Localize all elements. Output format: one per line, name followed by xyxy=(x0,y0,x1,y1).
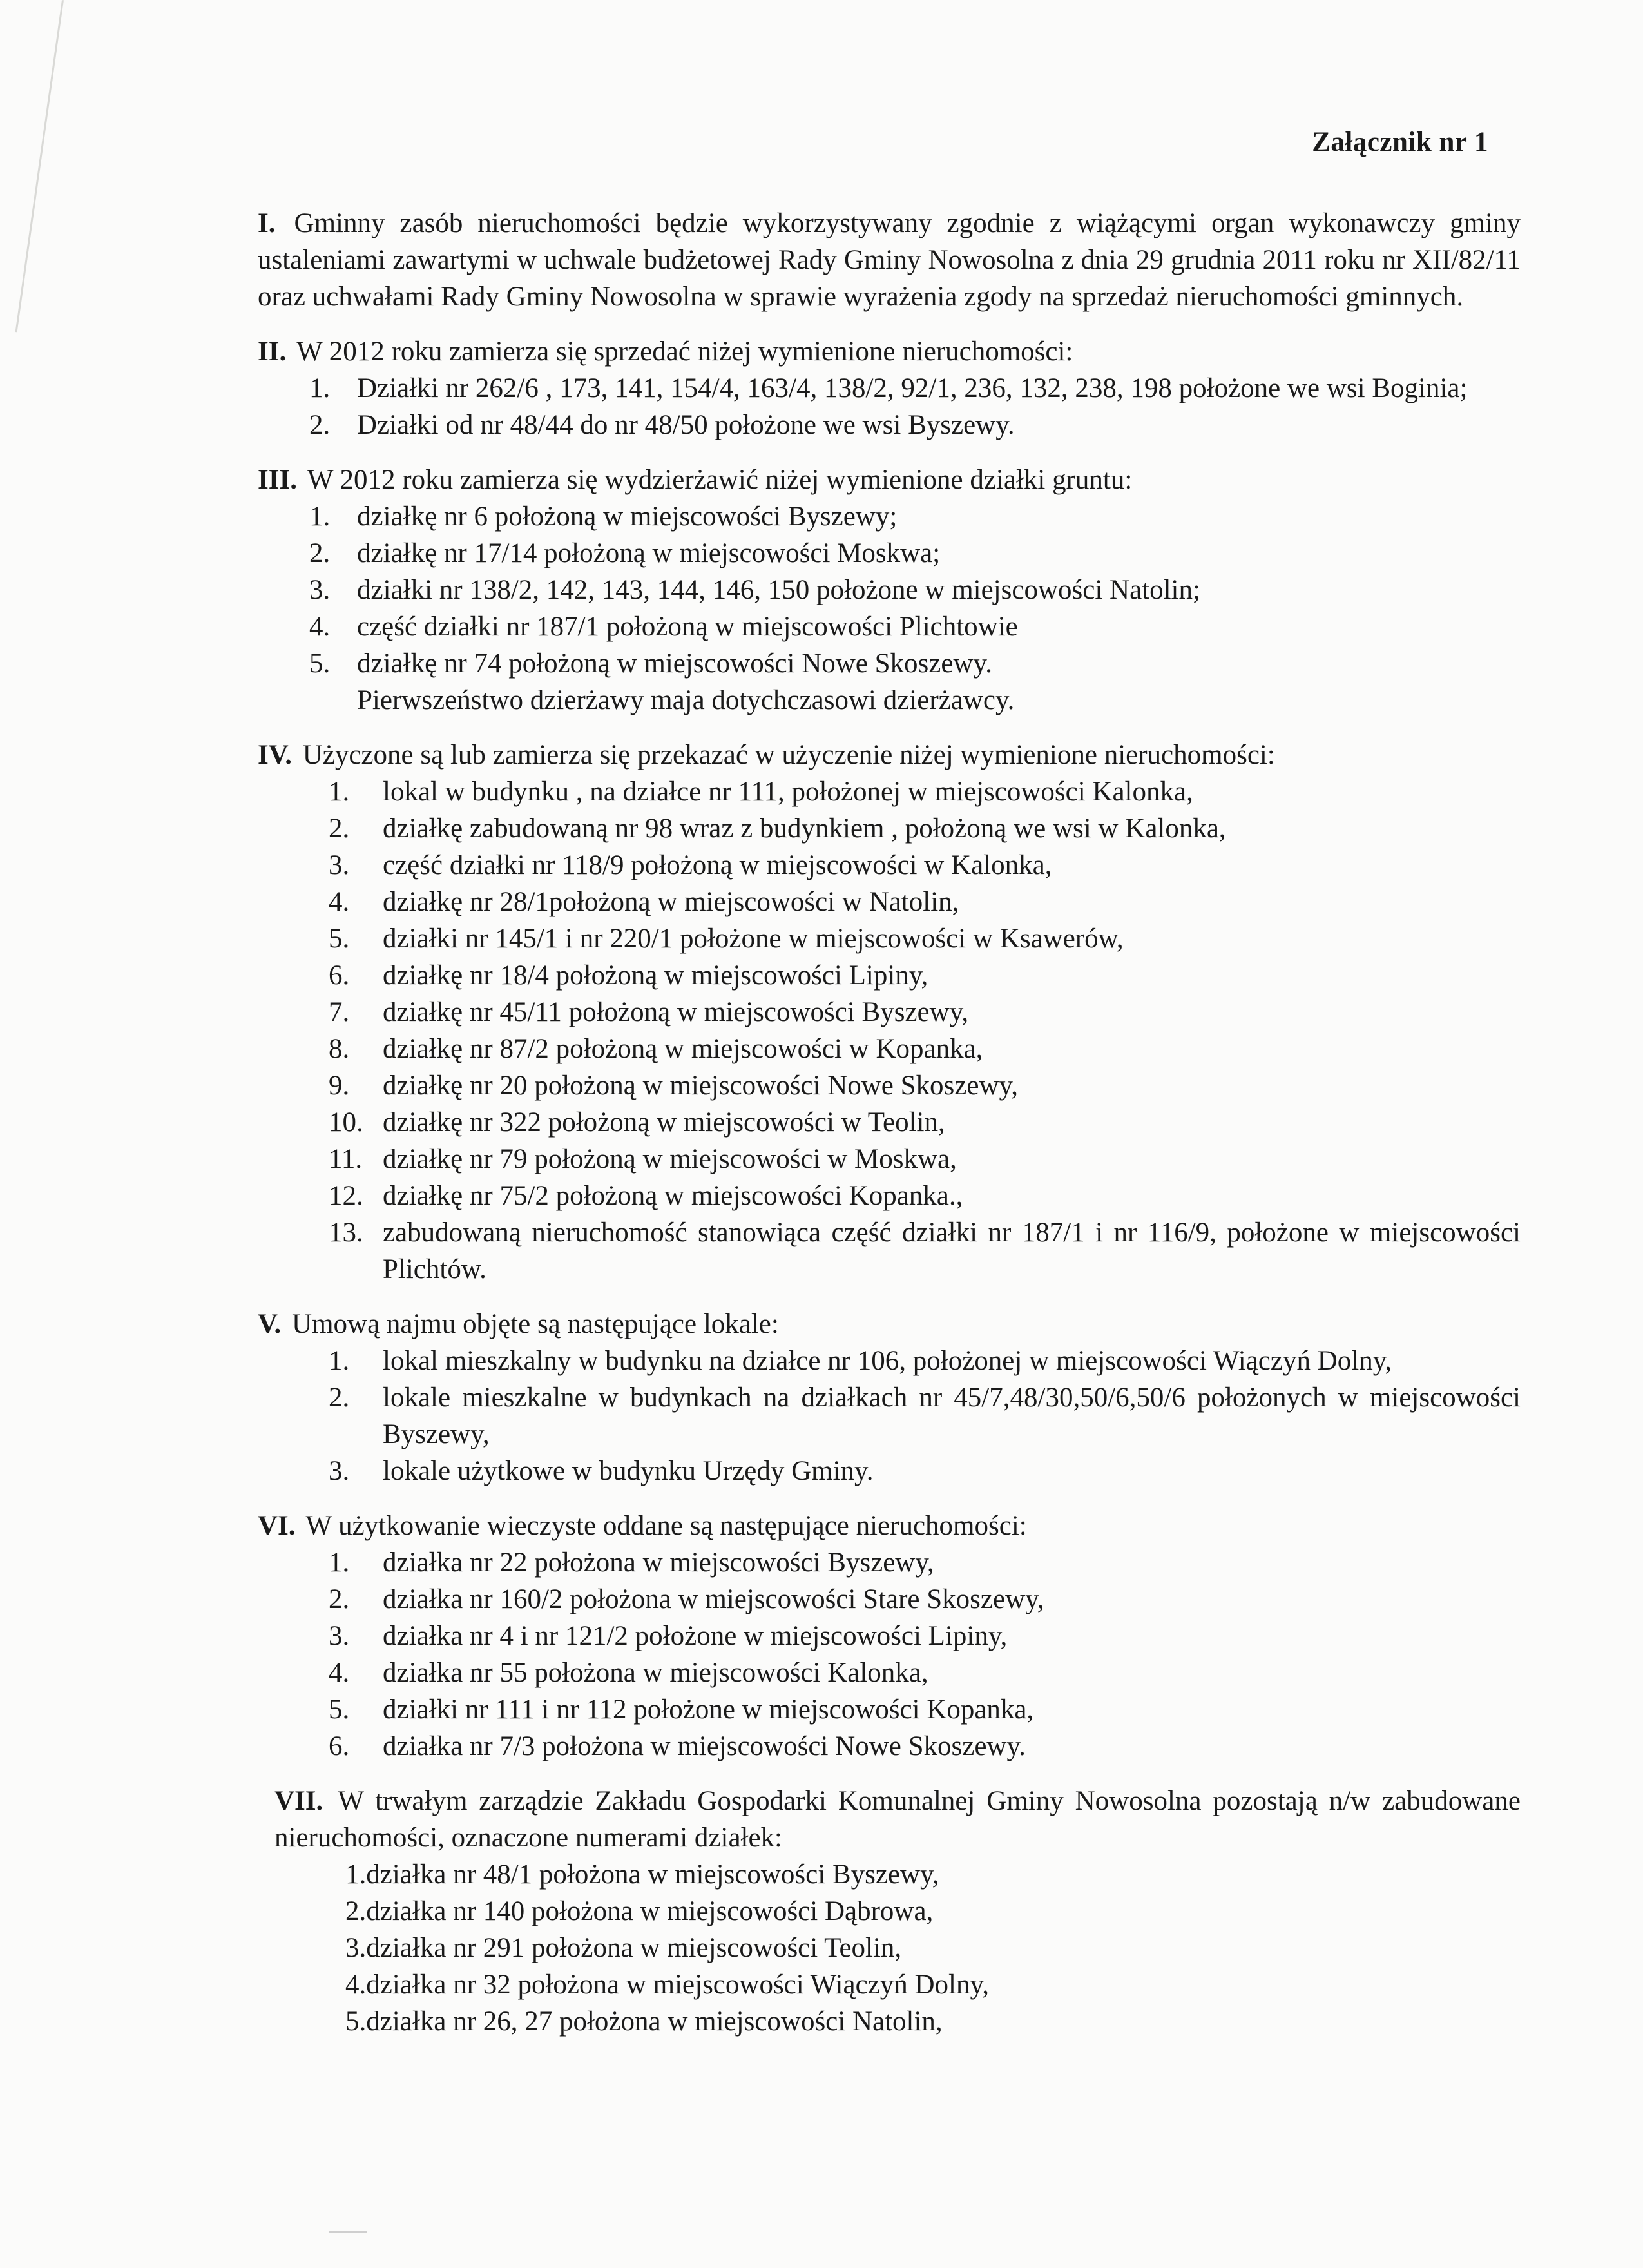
item-text: działka nr 32 położona w miejscowości Wiączyń Dolny, xyxy=(366,1970,989,2000)
list-item xyxy=(329,884,1521,920)
list-item xyxy=(329,810,1521,847)
item-number: 2. xyxy=(329,1584,350,1614)
list-item xyxy=(329,1342,1521,1379)
item-number: 9. xyxy=(329,1071,350,1101)
item-text: działkę nr 79 położoną w miejscowości w Moskwa, xyxy=(383,1144,957,1174)
section-text: W trwałym zarządzie Zakładu Gospodarki Komunalnej Gminy Nowosolna pozostają n/w zabudowane nieruchomości, oznaczone numerami działek: xyxy=(274,1786,1521,1853)
section-heading xyxy=(258,1507,1521,1544)
section-heading xyxy=(258,461,1521,498)
list-item xyxy=(309,407,1521,443)
document-body xyxy=(258,205,1521,2058)
list-item xyxy=(329,1544,1521,1581)
section-text: Umową najmu objęte są następujące lokale: xyxy=(292,1309,779,1339)
item-number: 4. xyxy=(309,612,331,642)
item-text: działki nr 138/2, 142, 143, 144, 146, 150 położone w miejscowości Natolin; xyxy=(357,575,1200,605)
list-item xyxy=(345,1930,1521,1966)
item-number: 7. xyxy=(329,997,350,1027)
item-text: działka nr 7/3 położona w miejscowości Nowe Skoszewy. xyxy=(383,1731,1026,1761)
item-number: 3. xyxy=(329,850,350,880)
item-number: 4. xyxy=(329,1658,350,1688)
list-item xyxy=(329,1379,1521,1453)
item-text: działkę nr 6 położoną w miejscowości Byszewy; xyxy=(357,501,898,532)
item-number: 2. xyxy=(309,538,331,568)
section-vi xyxy=(258,1507,1521,1765)
item-number: 5. xyxy=(329,1694,350,1725)
item-number: 2. xyxy=(309,410,331,440)
item-text: Działki od nr 48/44 do nr 48/50 położone we wsi Byszewy. xyxy=(357,410,1015,440)
item-text: działka nr 55 położona w miejscowości Kalonka, xyxy=(383,1658,928,1688)
section-v xyxy=(258,1306,1521,1489)
item-number: 3. xyxy=(329,1621,350,1651)
section-number: VII. xyxy=(274,1786,323,1816)
item-number: 1. xyxy=(309,501,331,532)
item-text: zabudowaną nieruchomość stanowiąca część działki nr 187/1 i nr 116/9, położone w miejscowości Plichtów. xyxy=(383,1217,1521,1284)
list-item xyxy=(345,1966,1521,2003)
item-text: działkę nr 322 położoną w miejscowości w Teolin, xyxy=(383,1107,945,1138)
list-item xyxy=(309,608,1521,645)
item-text: działkę nr 74 położoną w miejscowości Nowe Skoszewy. xyxy=(357,648,992,679)
item-number: 4. xyxy=(329,887,350,917)
item-number: 8. xyxy=(329,1034,350,1064)
list-item xyxy=(329,773,1521,810)
list-item xyxy=(329,1141,1521,1178)
list-item xyxy=(309,370,1521,407)
item-number: 13. xyxy=(329,1217,363,1248)
list-item xyxy=(329,1654,1521,1691)
item-number: 11. xyxy=(329,1144,363,1174)
item-text: działkę nr 28/1położoną w miejscowości w Natolin, xyxy=(383,887,959,917)
list-item xyxy=(345,1856,1521,1893)
list-item xyxy=(309,645,1521,682)
list-item xyxy=(309,498,1521,535)
item-number: 2. xyxy=(329,813,350,844)
item-number: 5. xyxy=(345,2006,367,2037)
section-text: W 2012 roku zamierza się wydzierżawić niżej wymienione działki gruntu: xyxy=(307,465,1133,495)
item-number: 1. xyxy=(345,1859,367,1890)
item-number: 3. xyxy=(345,1933,367,1963)
item-text: działkę nr 87/2 położoną w miejscowości w Kopanka, xyxy=(383,1034,983,1064)
list-item xyxy=(329,1031,1521,1067)
section-i xyxy=(258,205,1521,315)
section-number: III. xyxy=(258,465,297,495)
section-heading xyxy=(274,1783,1521,1856)
list-item xyxy=(345,2003,1521,2040)
item-text: lokale mieszkalne w budynkach na działkach nr 45/7,48/30,50/6,50/6 położonych w miejscowości Byszewy, xyxy=(383,1382,1521,1449)
management-list xyxy=(345,1856,1521,2040)
section-number: VI. xyxy=(258,1511,296,1541)
item-text: działka nr 26, 27 położona w miejscowości Natolin, xyxy=(366,2006,943,2037)
item-number: 6. xyxy=(329,960,350,991)
sale-list xyxy=(309,370,1521,443)
item-number: 4. xyxy=(345,1970,367,2000)
item-text: działka nr 291 położona w miejscowości Teolin, xyxy=(366,1933,902,1963)
item-text: lokal mieszkalny w budynku na działce nr 106, położonej w miejscowości Wiączyń Dolny, xyxy=(383,1346,1392,1376)
list-item xyxy=(329,1104,1521,1141)
item-text: część działki nr 118/9 położoną w miejscowości w Kalonka, xyxy=(383,850,1052,880)
item-number: 6. xyxy=(329,1731,350,1761)
item-text: działka nr 48/1 położona w miejscowości Byszewy, xyxy=(366,1859,939,1890)
attachment-title: Załącznik nr 1 xyxy=(1312,127,1488,157)
item-text: lokale użytkowe w budynku Urzędy Gminy. xyxy=(383,1456,874,1486)
section-text: W użytkowanie wieczyste oddane są następujące nieruchomości: xyxy=(305,1511,1027,1541)
item-text: działki nr 111 i nr 112 położone w miejscowości Kopanka, xyxy=(383,1694,1034,1725)
section-heading xyxy=(258,333,1521,370)
item-number: 12. xyxy=(329,1181,363,1211)
section-text: Gminny zasób nieruchomości będzie wykorzystywany zgodnie z wiążącymi organ wykonawczy gminy ustaleniami zawartymi w uchwale budżetowej Rady Gminy Nowosolna z dnia 29 grudnia 2011 roku nr XII/82/11 oraz uchwałami Rady Gminy Nowosolna w sprawie wyrażenia zgody na sprzedaż nieruchomości gminnych. xyxy=(258,208,1521,312)
list-item xyxy=(309,572,1521,608)
item-text: działkę nr 17/14 położoną w miejscowości Moskwa; xyxy=(357,538,941,568)
section-number: V. xyxy=(258,1309,282,1339)
perpetual-usufruct-list xyxy=(329,1544,1521,1765)
lease-note: Pierwszeństwo dzierżawy maja dotychczasowi dzierżawcy. xyxy=(357,685,1015,715)
item-number: 3. xyxy=(309,575,331,605)
list-item xyxy=(345,1893,1521,1930)
list-item xyxy=(329,957,1521,994)
section-number: IV. xyxy=(258,740,292,770)
list-item xyxy=(329,1691,1521,1728)
section-text: Użyczone są lub zamierza się przekazać w użyczenie niżej wymienione nieruchomości: xyxy=(302,740,1275,770)
section-heading xyxy=(258,1306,1521,1342)
item-text: działkę zabudowaną nr 98 wraz z budynkiem , położoną we wsi w Kalonka, xyxy=(383,813,1226,844)
rental-list xyxy=(329,1342,1521,1489)
item-text: Działki nr 262/6 , 173, 141, 154/4, 163/4, 138/2, 92/1, 236, 132, 238, 198 położone we wsi Boginia; xyxy=(357,373,1468,403)
item-text: działka nr 140 położona w miejscowości Dąbrowa, xyxy=(366,1896,934,1926)
section-iii xyxy=(258,461,1521,719)
item-text: część działki nr 187/1 położoną w miejscowości Plichtowie xyxy=(357,612,1018,642)
section-iv xyxy=(258,737,1521,1288)
item-number: 5. xyxy=(309,648,331,679)
list-item xyxy=(329,1214,1521,1288)
section-ii xyxy=(258,333,1521,443)
item-text: działka nr 160/2 położona w miejscowości Stare Skoszewy, xyxy=(383,1584,1044,1614)
lease-list xyxy=(309,498,1521,682)
section-number: II. xyxy=(258,336,287,367)
item-text: działka nr 4 i nr 121/2 położone w miejscowości Lipiny, xyxy=(383,1621,1008,1651)
list-item xyxy=(329,1178,1521,1214)
list-item xyxy=(329,1453,1521,1489)
scan-edge-mark xyxy=(15,0,64,332)
section-heading xyxy=(258,737,1521,773)
item-text: działki nr 145/1 i nr 220/1 położone w miejscowości w Ksawerów, xyxy=(383,924,1124,954)
item-number: 1. xyxy=(329,777,350,807)
item-text: działkę nr 45/11 położoną w miejscowości Byszewy, xyxy=(383,997,969,1027)
item-text: lokal w budynku , na działce nr 111, położonej w miejscowości Kalonka, xyxy=(383,777,1193,807)
item-number: 3. xyxy=(329,1456,350,1486)
item-number: 2. xyxy=(329,1382,350,1413)
item-text: działkę nr 18/4 położoną w miejscowości Lipiny, xyxy=(383,960,928,991)
item-text: działkę nr 75/2 położoną w miejscowości Kopanka., xyxy=(383,1181,963,1211)
list-item xyxy=(329,847,1521,884)
section-vii xyxy=(274,1783,1521,2040)
item-number: 2. xyxy=(345,1896,367,1926)
list-item xyxy=(329,1728,1521,1765)
list-item xyxy=(329,1618,1521,1654)
item-number: 1. xyxy=(309,373,331,403)
list-item xyxy=(309,535,1521,572)
item-number: 1. xyxy=(329,1346,350,1376)
list-item xyxy=(329,1581,1521,1618)
loan-list xyxy=(329,773,1521,1288)
list-item xyxy=(329,994,1521,1031)
item-text: działkę nr 20 położoną w miejscowości Nowe Skoszewy, xyxy=(383,1071,1018,1101)
item-text: działka nr 22 położona w miejscowości Byszewy, xyxy=(383,1547,934,1578)
item-number: 1. xyxy=(329,1547,350,1578)
item-number: 5. xyxy=(329,924,350,954)
item-number: 10. xyxy=(329,1107,363,1138)
list-item xyxy=(329,1067,1521,1104)
list-item xyxy=(329,920,1521,957)
scan-artifact xyxy=(329,2231,367,2236)
section-number: I. xyxy=(258,208,276,238)
section-text: W 2012 roku zamierza się sprzedać niżej wymienione nieruchomości: xyxy=(296,336,1073,367)
